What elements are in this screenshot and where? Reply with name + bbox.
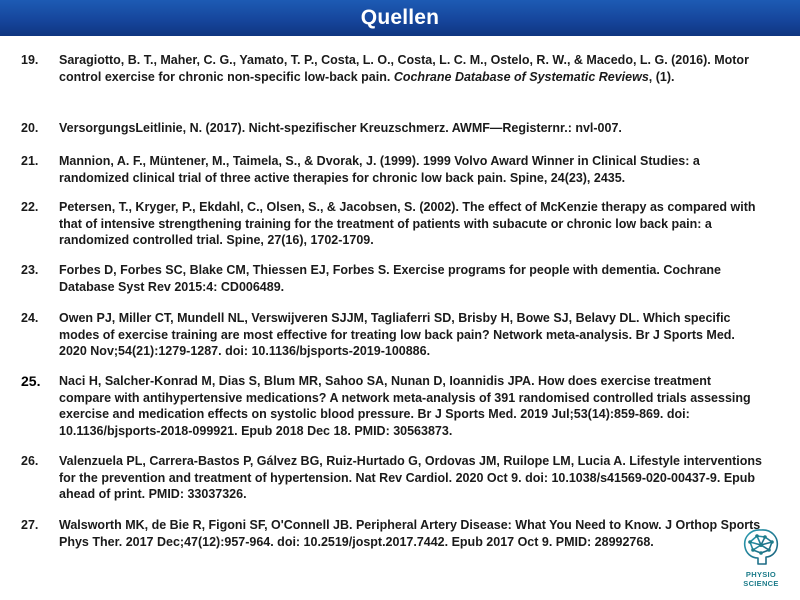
reference-number: 24. (21, 311, 39, 325)
reference-number: 21. (21, 154, 39, 168)
reference-text (59, 153, 763, 186)
reference-text (59, 199, 763, 249)
reference-item (21, 199, 763, 249)
reference-text (59, 52, 763, 85)
reference-text (59, 262, 763, 295)
reference-segment: Mannion, A. F., Müntener, M., Taimela, S., & Dvorak, J. (1999). 1999 Volvo Award Winner in Clinical Studies: a randomized clinical trial of three active therapies for chronic low back pain. Spine, 24(23), 2435. (59, 154, 700, 185)
logo-text-science: SCIENCE (743, 579, 779, 588)
reference-number: 22. (21, 200, 39, 214)
reference-number: 20. (21, 121, 39, 135)
reference-text (59, 310, 763, 360)
logo-text-physio: PHYSIO (745, 570, 777, 579)
reference-number: 25. (21, 373, 41, 389)
reference-text (59, 120, 763, 137)
reference-segment: Petersen, T., Kryger, P., Ekdahl, C., Olsen, S., & Jacobsen, S. (2002). The effect of McKenzie therapy as compared with that of intensive strengthening training for the treatment of patients with subacute or chronic low back pain: a randomized controlled trial. Spine, 27(16), 1702-1709. (59, 200, 756, 247)
reference-item (21, 310, 763, 360)
reference-segment: Naci H, Salcher-Konrad M, Dias S, Blum MR, Sahoo SA, Nunan D, Ioannidis JPA. How does exercise treatment compare with antihypertensive medications? A network meta-analysis of 391 randomised controlled trials assessing exercise and medication effects on systolic blood pressure. Br J Sports Med. 2019 Jul;53(14):859-869. doi: 10.1136/bjsports-2018-099921. Epub 2018 Dec 18. PMID: 30563873. (59, 374, 751, 438)
reference-item (21, 120, 763, 137)
reference-segment: Valenzuela PL, Carrera-Bastos P, Gálvez BG, Ruiz-Hurtado G, Ordovas JM, Ruilope LM, Lucia A. Lifestyle interventions for the prevention and treatment of hypertension. Nat Rev Cardiol. 2020 Oct 9. doi: 10.1038/s41569-020-00437-9. Epub ahead of print. PMID: 33037326. (59, 454, 762, 501)
reference-number: 23. (21, 263, 39, 277)
reference-segment: Saragiotto, B. T., Maher, C. G., Yamato, T. P., Costa, L. O., Costa, L. C. M., Ostelo, R. W., & Macedo, L. G. (2016). Motor control exercise for chronic non-specific low-back pain. (59, 53, 749, 84)
reference-item (21, 373, 763, 439)
slide-title: Quellen (0, 0, 800, 36)
reference-segment: Forbes D, Forbes SC, Blake CM, Thiessen EJ, Forbes S. Exercise programs for people with dementia. Cochrane Database Syst Rev 2015:4: CD006489. (59, 263, 721, 294)
reference-segment: , (1). (648, 69, 675, 84)
brain-network-icon (736, 520, 786, 570)
reference-journal: Cochrane Database of Systematic Reviews (393, 69, 649, 84)
reference-item (21, 52, 763, 85)
reference-number: 26. (21, 454, 39, 468)
physio-science-logo (732, 520, 790, 592)
reference-segment: Owen PJ, Miller CT, Mundell NL, Verswijveren SJJM, Tagliaferri SD, Brisby H, Bowe SJ, Belavy DL. Which specific modes of exercise training are most effective for treating low back pain? Network meta-analysis. Br J Sports Med. 2020 Nov;54(21):1279-1287. doi: 10.1136/bjsports-2019-100886. (59, 311, 735, 358)
reference-number: 27. (21, 518, 39, 532)
reference-segment: VersorgungsLeitlinie, N. (2017). Nicht-spezifischer Kreuzschmerz. AWMF—Registernr.: nvl-007. (59, 121, 622, 135)
reference-item (21, 453, 763, 503)
reference-item (21, 153, 763, 186)
reference-text (59, 453, 763, 503)
reference-segment: Walsworth MK, de Bie R, Figoni SF, O'Connell JB. Peripheral Artery Disease: What You Need to Know. J Orthop Sports Phys Ther. 2017 Dec;47(12):957-964. doi: 10.2519/jospt.2017.7442. Epub 2017 Oct 9. PMID: 28992768. (59, 518, 761, 549)
reference-number: 19. (21, 53, 39, 67)
reference-text (59, 517, 763, 550)
reference-text (59, 373, 763, 439)
reference-item (21, 517, 763, 550)
reference-item (21, 262, 763, 295)
